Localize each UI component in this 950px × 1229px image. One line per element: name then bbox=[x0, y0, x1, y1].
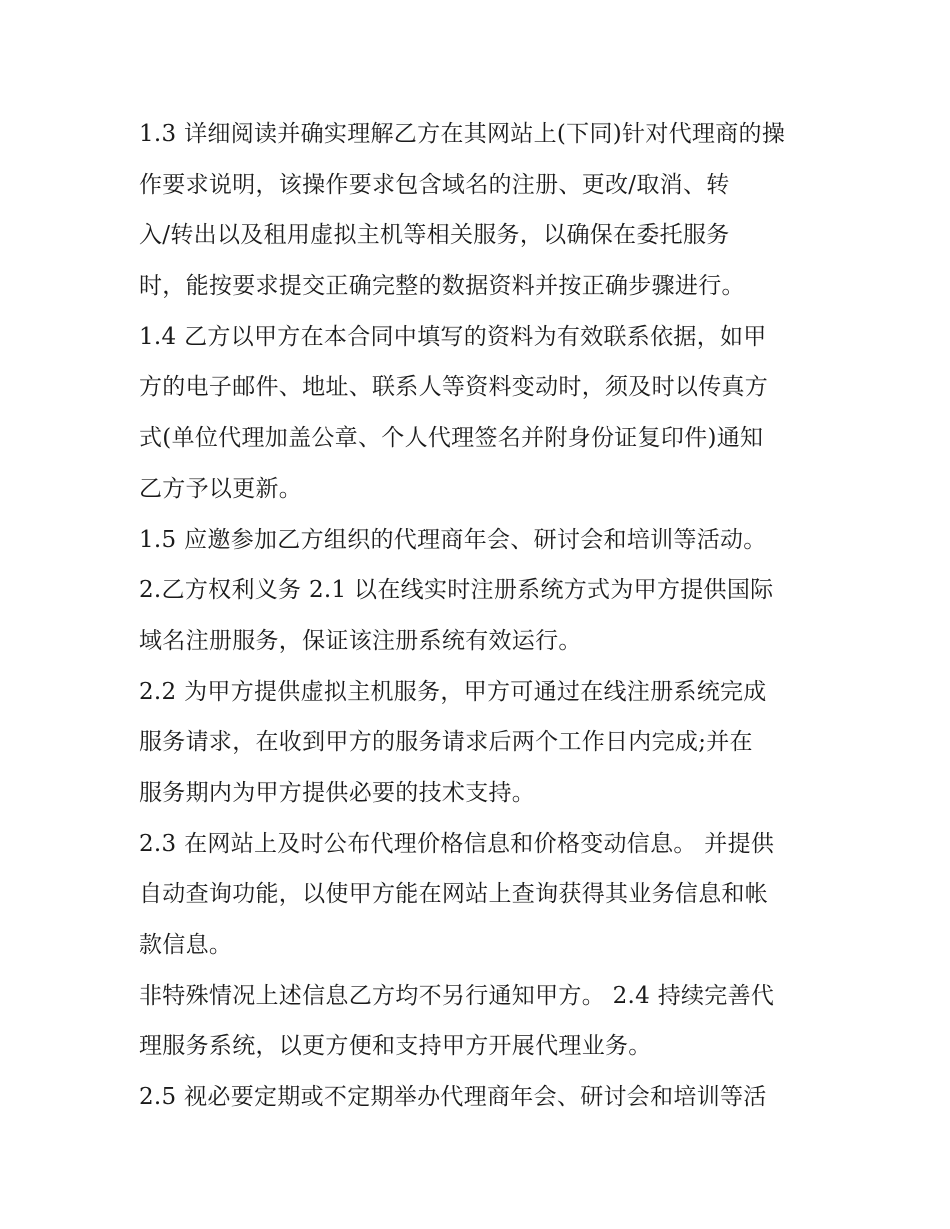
text-line: 自动查询功能，以使甲方能在网站上查询获得其业务信息和帐 bbox=[139, 881, 769, 908]
text-line: 乙方予以更新。 bbox=[139, 475, 303, 502]
text-line: 作要求说明，该操作要求包含域名的注册、更改/取消、转 bbox=[139, 171, 730, 198]
text-line: 理服务系统，以更方便和支持甲方开展代理业务。 bbox=[139, 1033, 652, 1060]
text-line: 非特殊情况上述信息乙方均不另行通知甲方。 2.4 持续完善代 bbox=[139, 982, 775, 1009]
text-line: 域名注册服务，保证该注册系统有效运行。 bbox=[139, 627, 582, 654]
text-line: 款信息。 bbox=[139, 932, 233, 958]
text-line: 2.3 在网站上及时公布代理价格信息和价格变动信息。 并提供 bbox=[139, 830, 775, 857]
text-line: 方的电子邮件、地址、联系人等资料变动时，须及时以传真方 bbox=[139, 374, 769, 401]
document-body bbox=[139, 109, 819, 1123]
text-line: 1.3 详细阅读并确实理解乙方在其网站上(下同)针对代理商的操 bbox=[139, 121, 786, 147]
text-line: 1.5 应邀参加乙方组织的代理商年会、研讨会和培训等活动。 bbox=[139, 526, 767, 553]
text-line: 服务期内为甲方提供必要的技术支持。 bbox=[139, 779, 536, 806]
text-line: 2.5 视必要定期或不定期举办代理商年会、研讨会和培训等活 bbox=[139, 1084, 767, 1111]
text-line: 入/转出以及租用虚拟主机等相关服务，以确保在委托服务 bbox=[139, 222, 730, 249]
text-line: 2.乙方权利义务 2.1 以在线实时注册系统方式为甲方提供国际 bbox=[139, 577, 774, 604]
text-line: 时，能按要求提交正确完整的数据资料并按正确步骤进行。 bbox=[139, 273, 745, 300]
text-line: 服务请求，在收到甲方的服务请求后两个工作日内完成;并在 bbox=[139, 729, 753, 756]
text-line: 1.4 乙方以甲方在本合同中填写的资料为有效联系依据，如甲 bbox=[139, 323, 767, 350]
text-line: 2.2 为甲方提供虚拟主机服务，甲方可通过在线注册系统完成 bbox=[139, 678, 767, 705]
text-line: 式(单位代理加盖公章、个人代理签名并附身份证复印件)通知 bbox=[139, 425, 764, 452]
